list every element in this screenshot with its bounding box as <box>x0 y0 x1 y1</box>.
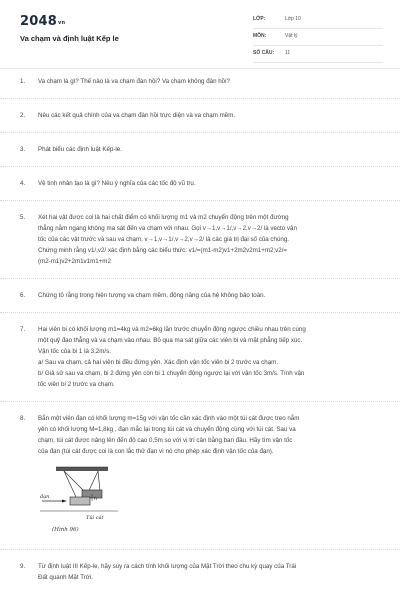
question-list <box>0 76 400 583</box>
question-line: Vận tốc của bi 1 là 3,2m/s. <box>38 348 111 355</box>
question-5 <box>0 212 400 267</box>
question-text: Phát biểu các định luật Kếp-le. <box>38 146 122 153</box>
header-divider <box>0 68 400 69</box>
question-text: Va chạm là gì? Thế nào là va chạm đàn hồi? Va chạm không đàn hồi? <box>38 78 230 85</box>
question-line: (m2-m1)v2+2m1v1m1+m2 <box>38 258 111 265</box>
string <box>64 471 84 491</box>
question-number: 2. <box>20 112 26 119</box>
question-3 <box>0 144 400 155</box>
ballistic-pendulum-figure <box>38 463 128 541</box>
label-tui-cat: Túi cát <box>86 515 104 521</box>
question-line: chạm, túi cát được nâng lên đến độ cao 0,5m so với vị trí cân bằng ban đầu. Hãy tìm vận tốc <box>38 437 293 444</box>
question-line: Chứng minh rằng v1/,v2/ xác định bằng các biểu thức: v1/=(m1-m2)v1+2m2v2m1+m2;v2/= <box>38 247 288 254</box>
document-header <box>0 0 400 70</box>
question-separator <box>0 549 400 550</box>
bullet-arrow <box>62 500 67 503</box>
sandbag <box>70 497 90 505</box>
question-6 <box>0 290 400 301</box>
question-line: Từ định luật III Kếp-le, hãy suy ra cách tính khối lượng của Mặt Trời theo chu kỳ quay của Trái <box>38 563 297 570</box>
question-text: Vệ tinh nhân tạo là gì? Nêu ý nghĩa của các tốc độ vũ trụ. <box>38 180 196 187</box>
question-line: Hai viên bi có khối lượng m1=4kg và m2=6kg lăn trước chuyển động ngược chiều nhau trên cùng <box>38 326 306 333</box>
label-h: h <box>94 496 98 502</box>
meta-value: Lớp 10 <box>285 16 301 22</box>
meta-box <box>253 14 383 65</box>
question-line: thẳng nằm ngang không ma sát đến va chạm với nhau. Gọi v→1,v→1/,v→2,v→2/ là vecto vận <box>38 225 297 232</box>
question-number: 6. <box>20 292 26 299</box>
string <box>64 471 76 497</box>
logo-main: 2048 <box>20 14 57 29</box>
question-number: 5. <box>20 214 26 221</box>
question-separator <box>0 132 400 133</box>
question-line: Xét hai vật được coi là hai chất điểm có khối lượng m1 và m2 chuyển động trên một đường <box>38 214 289 221</box>
question-number: 4. <box>20 180 26 187</box>
question-line: a/ Sau va chạm, cả hai viên bi đều đứng yên. Xác định vận tốc viên bi 2 trước va chạm. <box>38 359 279 366</box>
site-logo[interactable] <box>20 14 65 29</box>
question-line: Bắn một viên đạn có khối lượng m=15g với vận tốc cần xác định vào một túi cát được treo nằm <box>38 415 300 422</box>
question-separator <box>0 98 400 99</box>
question-number: 3. <box>20 146 26 153</box>
question-number: 7. <box>20 326 26 333</box>
logo-sub: vn <box>57 20 66 26</box>
figure-caption: (Hình 96) <box>52 527 79 533</box>
question-separator <box>0 166 400 167</box>
question-text: Chứng tỏ rằng trong hiện tượng va chạm mềm, động năng của hệ không bảo toàn. <box>38 292 266 299</box>
meta-row-lop <box>253 14 383 29</box>
question-line: một quỹ đạo thẳng và va chạm vào nhau. Bỏ qua ma sát giữa các viên bi và mặt phẳng tiếp xúc. <box>38 337 303 344</box>
question-line: b/ Giả sử sau va chạm, bi 2 đứng yên còn bi 1 chuyển động ngược lại với vận tốc 3m/s. Tính vận <box>38 370 305 377</box>
question-line: tốc của các vật trước và sau va chạm, v→1,v→1/,v→2,v→2/ là các giá trị đại số của chúng. <box>38 236 289 243</box>
question-8 <box>0 413 400 457</box>
question-2 <box>0 110 400 121</box>
question-line: của đạn (túi cát được coi là con lắc thử đạn vì nó cho phép xác định vận tốc của đạn). <box>38 448 274 455</box>
question-number: 1. <box>20 78 26 85</box>
question-line: Đất quanh Mặt Trời. <box>38 574 93 581</box>
pendulum-diagram <box>38 463 128 529</box>
question-text: Nêu các kết quả chính của va chạm đàn hồi trực diện và va chạm mềm. <box>38 112 236 119</box>
question-number: 9. <box>20 563 26 570</box>
meta-label: LỚP: <box>253 16 266 22</box>
question-1 <box>0 76 400 87</box>
question-4 <box>0 178 400 189</box>
meta-row-mon <box>253 31 383 46</box>
document-title: Va chạm và định luật Kếp le <box>20 34 119 43</box>
label-dan: đạn <box>40 494 50 500</box>
question-line: tốc viên bi 2 trước va chạm. <box>38 381 115 388</box>
question-separator <box>0 278 400 279</box>
question-separator <box>0 312 400 313</box>
meta-value: 11 <box>285 50 291 56</box>
question-separator <box>0 401 400 402</box>
question-9 <box>0 561 400 583</box>
question-7 <box>0 324 400 390</box>
question-line: yên có khối lượng M=1,8kg , đạn mắc lại trong túi cát và chuyển động cùng với túi cát. Sau va <box>38 426 296 433</box>
ceiling-bar <box>56 467 108 471</box>
question-number: 8. <box>20 415 26 422</box>
question-separator <box>0 200 400 201</box>
meta-value: Vật lý <box>285 33 298 39</box>
string <box>98 471 100 491</box>
meta-label: SỐ CÂU: <box>253 50 275 56</box>
meta-row-so-cau <box>253 48 383 63</box>
meta-label: MÔN: <box>253 33 267 39</box>
